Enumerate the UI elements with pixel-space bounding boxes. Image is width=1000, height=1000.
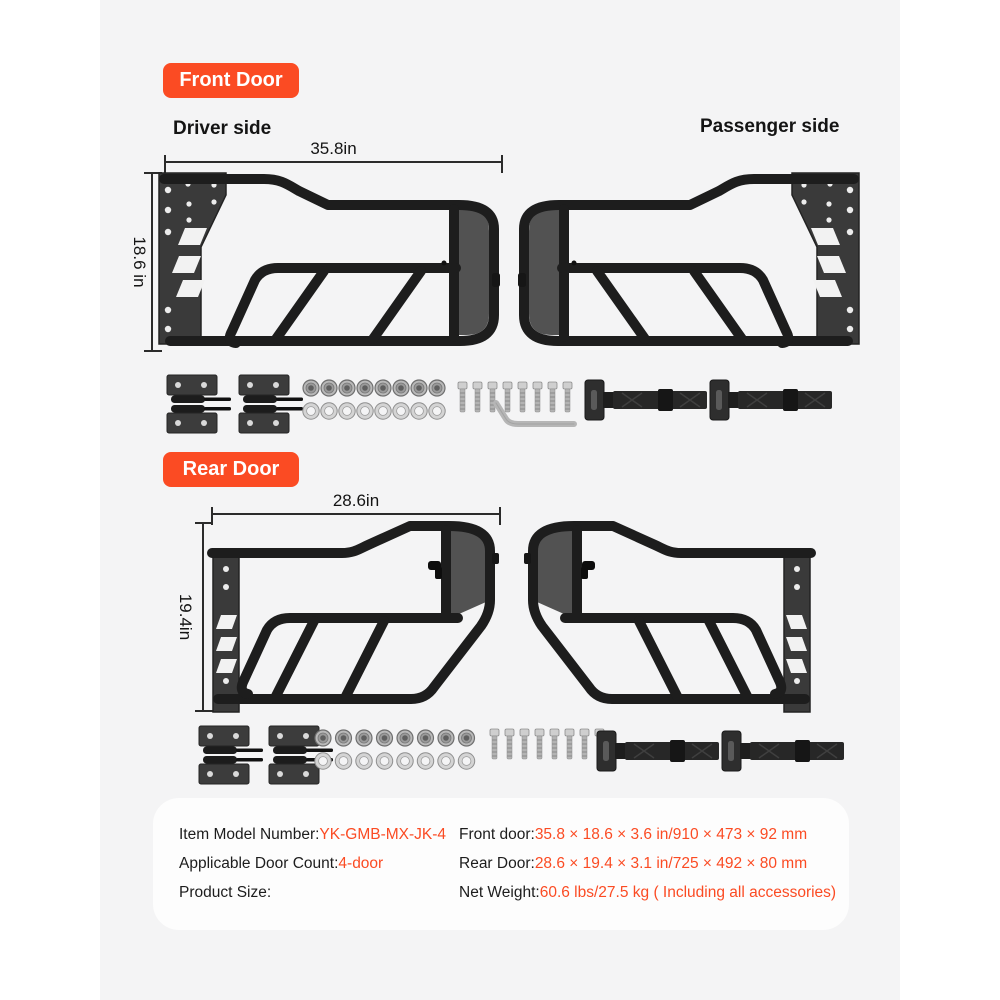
- hinge-icon: [167, 375, 231, 433]
- spec-row-front-door-size: Front door: 35.8 × 18.6 × 3.6 in/910 × 473 × 92 mm: [459, 825, 808, 843]
- driver-side-label: Driver side: [173, 118, 272, 139]
- nuts-and-washers-icon: [315, 730, 475, 769]
- door-handle-icon: [581, 561, 595, 579]
- limit-strap-icon: [722, 731, 844, 771]
- rear-door-badge: Rear Door: [163, 452, 299, 487]
- door-handle-icon: [428, 561, 442, 579]
- spec-row-net-weight: Net Weight: 60.6 lbs/27.5 kg ( Including all accessories): [459, 883, 837, 901]
- limit-strap-icon: [597, 731, 719, 771]
- front-height-dimension: [130, 172, 153, 352]
- hinge-icon: [239, 375, 303, 433]
- rear-hardware-row: [196, 724, 856, 786]
- spec-row-model-number: Item Model Number: YK-GMB-MX-JK-4: [179, 825, 447, 843]
- rear-height-dimension: [176, 522, 204, 712]
- limit-strap-icon: [585, 380, 707, 420]
- rear-door-driver-illustration: [206, 517, 501, 715]
- front-height-value: 18.6 in: [130, 236, 149, 288]
- bolts-icon: [490, 729, 604, 759]
- rear-height-value: 19.4in: [176, 593, 195, 641]
- rear-width-dimension: [211, 491, 501, 515]
- front-door-passenger-illustration: [517, 167, 862, 353]
- front-door-driver-illustration: [156, 167, 501, 353]
- rear-width-value: 28.6in: [332, 491, 380, 510]
- spec-panel: [153, 798, 849, 930]
- bolts-icon: [458, 382, 572, 412]
- nuts-and-washers-icon: [303, 380, 445, 419]
- spec-row-rear-door-size: Rear Door: 28.6 × 19.4 × 3.1 in/725 × 492 × 80 mm: [459, 854, 808, 872]
- front-door-badge: Front Door: [163, 63, 299, 98]
- front-width-dimension: [164, 139, 503, 163]
- limit-strap-icon: [710, 380, 832, 420]
- passenger-side-label: Passenger side: [700, 116, 840, 137]
- spec-row-product-size: Product Size:: [179, 883, 272, 901]
- spec-row-door-count: Applicable Door Count: 4-door: [179, 854, 384, 872]
- front-hardware-row: [165, 374, 840, 436]
- rear-door-passenger-illustration: [522, 517, 817, 715]
- spec-column-right: [459, 820, 836, 907]
- spec-column-left: [179, 820, 446, 907]
- hinge-icon: [199, 726, 263, 784]
- front-width-value: 35.8in: [310, 139, 357, 158]
